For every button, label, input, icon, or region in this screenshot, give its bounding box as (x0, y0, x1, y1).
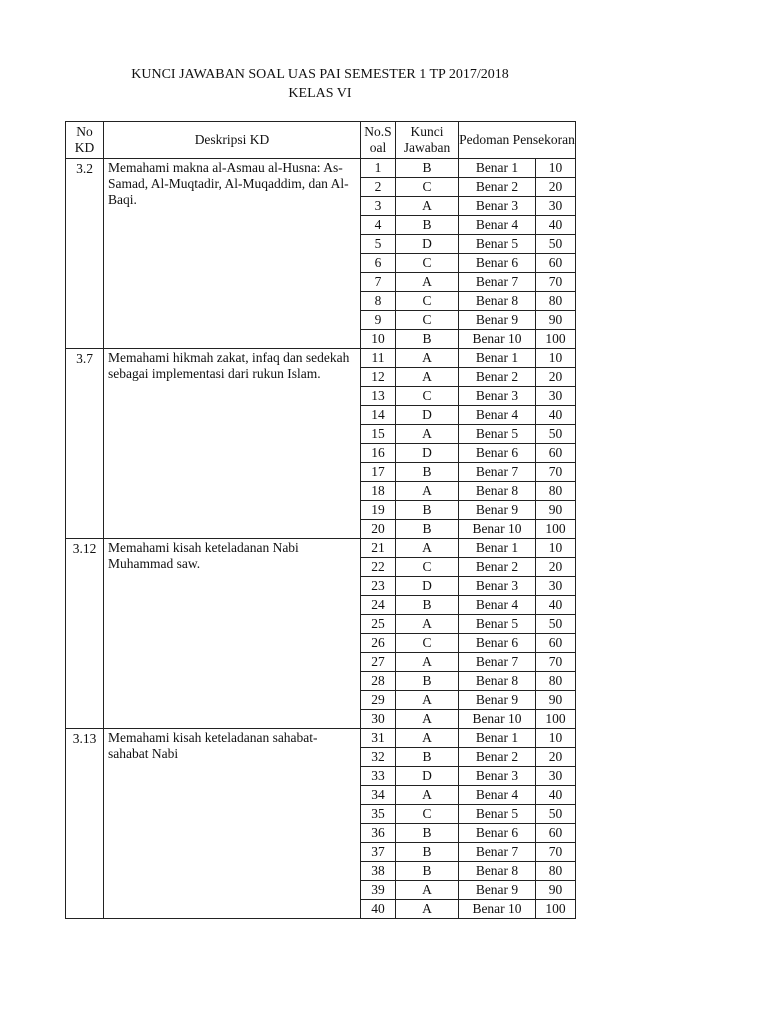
answer-key: A (396, 691, 459, 710)
score-value: 30 (536, 767, 576, 786)
score-value: 100 (536, 330, 576, 349)
question-number: 14 (361, 406, 396, 425)
question-number: 37 (361, 843, 396, 862)
correct-count: Benar 5 (459, 615, 536, 634)
correct-count: Benar 1 (459, 349, 536, 368)
score-value: 90 (536, 311, 576, 330)
question-number: 25 (361, 615, 396, 634)
answer-key: C (396, 254, 459, 273)
correct-count: Benar 1 (459, 729, 536, 748)
correct-count: Benar 5 (459, 425, 536, 444)
score-value: 50 (536, 805, 576, 824)
score-value: 30 (536, 387, 576, 406)
score-value: 10 (536, 539, 576, 558)
correct-count: Benar 2 (459, 748, 536, 767)
answer-key: A (396, 425, 459, 444)
correct-count: Benar 8 (459, 862, 536, 881)
answer-key: A (396, 273, 459, 292)
correct-count: Benar 1 (459, 539, 536, 558)
answer-key: A (396, 786, 459, 805)
score-value: 10 (536, 159, 576, 178)
question-number: 29 (361, 691, 396, 710)
question-number: 30 (361, 710, 396, 729)
score-value: 40 (536, 216, 576, 235)
answer-key: A (396, 653, 459, 672)
correct-count: Benar 6 (459, 254, 536, 273)
score-value: 80 (536, 672, 576, 691)
answer-key: A (396, 482, 459, 501)
question-number: 5 (361, 235, 396, 254)
question-number: 7 (361, 273, 396, 292)
answer-key: A (396, 881, 459, 900)
score-value: 10 (536, 729, 576, 748)
correct-count: Benar 5 (459, 805, 536, 824)
header-kunci-jawaban: Kunci Jawaban (396, 122, 459, 159)
question-number: 31 (361, 729, 396, 748)
correct-count: Benar 10 (459, 710, 536, 729)
answer-key: A (396, 197, 459, 216)
score-value: 70 (536, 653, 576, 672)
question-number: 8 (361, 292, 396, 311)
question-number: 24 (361, 596, 396, 615)
question-number: 36 (361, 824, 396, 843)
question-number: 34 (361, 786, 396, 805)
answer-key: B (396, 501, 459, 520)
answer-key: C (396, 311, 459, 330)
answer-key: B (396, 748, 459, 767)
score-value: 60 (536, 254, 576, 273)
header-no-soal: No.S oal (361, 122, 396, 159)
question-number: 17 (361, 463, 396, 482)
correct-count: Benar 3 (459, 767, 536, 786)
correct-count: Benar 9 (459, 881, 536, 900)
kd-description: Memahami kisah keteladanan sahabat-sahabat Nabi (104, 729, 361, 919)
correct-count: Benar 1 (459, 159, 536, 178)
question-number: 10 (361, 330, 396, 349)
document-subtitle: KELAS VI (288, 86, 352, 101)
answer-key: A (396, 710, 459, 729)
question-number: 39 (361, 881, 396, 900)
answer-key: C (396, 558, 459, 577)
answer-key: A (396, 615, 459, 634)
table-body (66, 159, 576, 919)
score-value: 50 (536, 425, 576, 444)
correct-count: Benar 7 (459, 843, 536, 862)
question-number: 3 (361, 197, 396, 216)
score-value: 10 (536, 349, 576, 368)
correct-count: Benar 7 (459, 273, 536, 292)
kd-number: 3.12 (66, 539, 104, 729)
question-number: 35 (361, 805, 396, 824)
answer-key: B (396, 672, 459, 691)
score-value: 20 (536, 748, 576, 767)
answer-key: B (396, 843, 459, 862)
answer-key: A (396, 349, 459, 368)
question-number: 11 (361, 349, 396, 368)
correct-count: Benar 6 (459, 634, 536, 653)
question-number: 38 (361, 862, 396, 881)
kd-description: Memahami makna al-Asmau al-Husna: As-Samad, Al-Muqtadir, Al-Muqaddim, dan Al-Baqi. (104, 159, 361, 349)
correct-count: Benar 8 (459, 672, 536, 691)
document-title: KUNCI JAWABAN SOAL UAS PAI SEMESTER 1 TP 2017/2018 (131, 67, 509, 82)
answer-key: D (396, 406, 459, 425)
question-number: 33 (361, 767, 396, 786)
correct-count: Benar 6 (459, 444, 536, 463)
correct-count: Benar 8 (459, 482, 536, 501)
answer-key: C (396, 805, 459, 824)
answer-key: B (396, 330, 459, 349)
correct-count: Benar 9 (459, 311, 536, 330)
kd-number: 3.2 (66, 159, 104, 349)
answer-key: B (396, 596, 459, 615)
question-number: 2 (361, 178, 396, 197)
question-number: 20 (361, 520, 396, 539)
score-value: 70 (536, 843, 576, 862)
correct-count: Benar 4 (459, 406, 536, 425)
answer-key: B (396, 862, 459, 881)
answer-key: C (396, 292, 459, 311)
answer-key: A (396, 729, 459, 748)
score-value: 40 (536, 596, 576, 615)
score-value: 40 (536, 406, 576, 425)
answer-key: B (396, 824, 459, 843)
kd-description: Memahami hikmah zakat, infaq dan sedekah sebagai implementasi dari rukun Islam. (104, 349, 361, 539)
header-no-kd: No KD (66, 122, 104, 159)
kd-number: 3.13 (66, 729, 104, 919)
question-number: 22 (361, 558, 396, 577)
correct-count: Benar 10 (459, 520, 536, 539)
correct-count: Benar 4 (459, 786, 536, 805)
table-row (66, 349, 576, 368)
kd-description: Memahami kisah keteladanan Nabi Muhammad saw. (104, 539, 361, 729)
score-value: 50 (536, 615, 576, 634)
question-number: 13 (361, 387, 396, 406)
question-number: 19 (361, 501, 396, 520)
answer-key: D (396, 235, 459, 254)
score-value: 90 (536, 881, 576, 900)
score-value: 80 (536, 862, 576, 881)
question-number: 12 (361, 368, 396, 387)
answer-key: D (396, 577, 459, 596)
answer-key: B (396, 216, 459, 235)
correct-count: Benar 10 (459, 330, 536, 349)
score-value: 30 (536, 577, 576, 596)
score-value: 70 (536, 463, 576, 482)
header-deskripsi-kd: Deskripsi KD (104, 122, 361, 159)
question-number: 9 (361, 311, 396, 330)
answer-key: A (396, 539, 459, 558)
table-row (66, 729, 576, 748)
question-number: 18 (361, 482, 396, 501)
correct-count: Benar 2 (459, 368, 536, 387)
score-value: 30 (536, 197, 576, 216)
table-row (66, 159, 576, 178)
correct-count: Benar 5 (459, 235, 536, 254)
answer-key: B (396, 520, 459, 539)
score-value: 40 (536, 786, 576, 805)
answer-key: A (396, 368, 459, 387)
correct-count: Benar 4 (459, 596, 536, 615)
question-number: 15 (361, 425, 396, 444)
answer-key: B (396, 159, 459, 178)
correct-count: Benar 8 (459, 292, 536, 311)
answer-key: C (396, 634, 459, 653)
answer-key: D (396, 444, 459, 463)
score-value: 60 (536, 634, 576, 653)
score-value: 20 (536, 178, 576, 197)
question-number: 6 (361, 254, 396, 273)
score-value: 60 (536, 444, 576, 463)
correct-count: Benar 9 (459, 691, 536, 710)
correct-count: Benar 2 (459, 178, 536, 197)
score-value: 90 (536, 501, 576, 520)
score-value: 80 (536, 482, 576, 501)
question-number: 32 (361, 748, 396, 767)
correct-count: Benar 7 (459, 463, 536, 482)
score-value: 60 (536, 824, 576, 843)
score-value: 90 (536, 691, 576, 710)
question-number: 27 (361, 653, 396, 672)
score-value: 100 (536, 520, 576, 539)
question-number: 40 (361, 900, 396, 919)
answer-key-table (65, 121, 576, 919)
correct-count: Benar 3 (459, 577, 536, 596)
question-number: 21 (361, 539, 396, 558)
correct-count: Benar 10 (459, 900, 536, 919)
score-value: 20 (536, 368, 576, 387)
score-value: 20 (536, 558, 576, 577)
answer-key: B (396, 463, 459, 482)
question-number: 23 (361, 577, 396, 596)
question-number: 26 (361, 634, 396, 653)
question-number: 1 (361, 159, 396, 178)
score-value: 70 (536, 273, 576, 292)
score-value: 80 (536, 292, 576, 311)
table-header-row (66, 122, 576, 159)
kd-number: 3.7 (66, 349, 104, 539)
header-pedoman-pensekoran: Pedoman Pensekoran (459, 122, 576, 159)
score-value: 100 (536, 900, 576, 919)
correct-count: Benar 2 (459, 558, 536, 577)
question-number: 4 (361, 216, 396, 235)
score-value: 50 (536, 235, 576, 254)
answer-key: D (396, 767, 459, 786)
question-number: 16 (361, 444, 396, 463)
correct-count: Benar 4 (459, 216, 536, 235)
answer-key: C (396, 178, 459, 197)
correct-count: Benar 3 (459, 197, 536, 216)
table-row (66, 539, 576, 558)
correct-count: Benar 3 (459, 387, 536, 406)
correct-count: Benar 6 (459, 824, 536, 843)
correct-count: Benar 7 (459, 653, 536, 672)
score-value: 100 (536, 710, 576, 729)
answer-key: C (396, 387, 459, 406)
correct-count: Benar 9 (459, 501, 536, 520)
question-number: 28 (361, 672, 396, 691)
answer-key: A (396, 900, 459, 919)
